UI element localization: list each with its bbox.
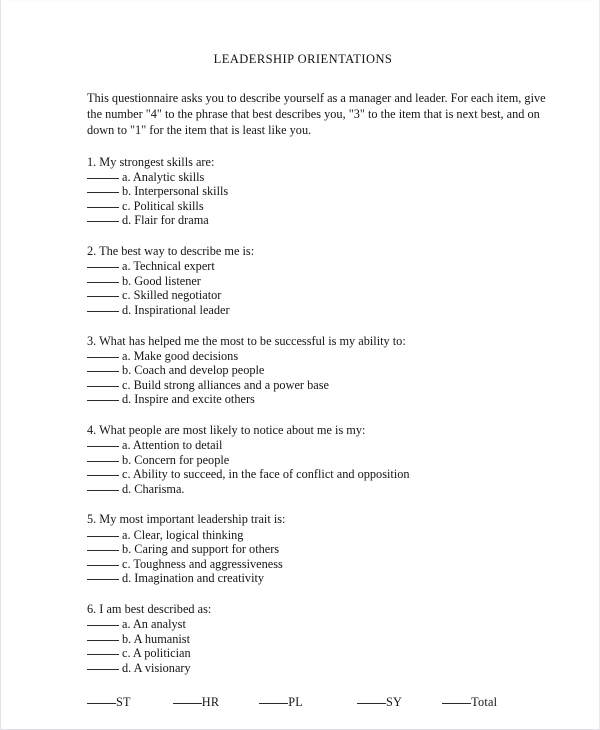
- question-block: [87, 334, 591, 407]
- option-row[interactable]: [87, 303, 591, 318]
- question-prompt: 1. My strongest skills are:: [87, 154, 215, 169]
- answer-blank[interactable]: [87, 475, 119, 476]
- option-label: a. Technical expert: [122, 259, 215, 274]
- question-options: [87, 170, 591, 228]
- option-label: d. Inspirational leader: [122, 302, 230, 317]
- answer-blank[interactable]: [87, 311, 119, 312]
- answer-blank[interactable]: [87, 296, 119, 297]
- answer-blank[interactable]: [87, 461, 119, 462]
- score-cell-sy[interactable]: [357, 695, 402, 710]
- answer-blank[interactable]: [87, 625, 119, 626]
- question-prompt: 5. My most important leadership trait is:: [87, 512, 286, 527]
- option-row[interactable]: [87, 349, 591, 364]
- score-cell-pl[interactable]: [259, 695, 303, 710]
- option-label: b. Coach and develop people: [122, 363, 265, 378]
- option-label: a. Clear, logical thinking: [122, 527, 244, 542]
- score-cell-total[interactable]: [442, 695, 497, 710]
- option-row[interactable]: [87, 617, 591, 632]
- option-label: d. Flair for drama: [122, 213, 209, 228]
- option-row[interactable]: [87, 378, 591, 393]
- score-blank[interactable]: [87, 703, 116, 704]
- option-label: b. A humanist: [122, 631, 190, 646]
- question-block: [87, 155, 591, 228]
- score-cell-hr[interactable]: [173, 695, 219, 710]
- option-label: c. Build strong alliances and a power base: [122, 377, 329, 392]
- question-block: [87, 512, 591, 585]
- answer-blank[interactable]: [87, 565, 119, 566]
- option-row[interactable]: [87, 453, 591, 468]
- question-prompt: 2. The best way to describe me is:: [87, 244, 255, 259]
- answer-blank[interactable]: [87, 371, 119, 372]
- score-blank[interactable]: [173, 703, 202, 704]
- option-label: a. Attention to detail: [122, 438, 223, 453]
- option-row[interactable]: [87, 274, 591, 289]
- answer-blank[interactable]: [87, 357, 119, 358]
- question-block: [87, 423, 591, 496]
- option-row[interactable]: [87, 528, 591, 543]
- option-label: d. Imagination and creativity: [122, 571, 265, 586]
- answer-blank[interactable]: [87, 446, 119, 447]
- option-row[interactable]: [87, 482, 591, 497]
- score-label: SY: [386, 695, 403, 710]
- question-options: [87, 438, 591, 496]
- option-row[interactable]: [87, 170, 591, 185]
- option-row[interactable]: [87, 184, 591, 199]
- answer-blank[interactable]: [87, 669, 119, 670]
- question-prompt: 6. I am best described as:: [87, 601, 212, 616]
- answer-blank[interactable]: [87, 579, 119, 580]
- answer-blank[interactable]: [87, 400, 119, 401]
- score-label: HR: [201, 695, 220, 710]
- answer-blank[interactable]: [87, 221, 119, 222]
- question-block: [87, 602, 591, 675]
- option-row[interactable]: [87, 438, 591, 453]
- option-row[interactable]: [87, 363, 591, 378]
- document-sheet: [1, 1, 599, 729]
- option-label: b. Good listener: [122, 273, 201, 288]
- answer-blank[interactable]: [87, 282, 119, 283]
- option-row[interactable]: [87, 392, 591, 407]
- option-row[interactable]: [87, 661, 591, 676]
- answer-blank[interactable]: [87, 640, 119, 641]
- answer-blank[interactable]: [87, 178, 119, 179]
- option-label: a. An analyst: [122, 617, 186, 632]
- option-row[interactable]: [87, 213, 591, 228]
- option-label: c. Toughness and aggressiveness: [122, 556, 283, 571]
- option-row[interactable]: [87, 632, 591, 647]
- option-row[interactable]: [87, 542, 591, 557]
- option-row[interactable]: [87, 467, 591, 482]
- option-label: a. Make good decisions: [122, 348, 239, 363]
- option-label: c. Political skills: [122, 198, 204, 213]
- answer-blank[interactable]: [87, 386, 119, 387]
- option-label: c. A politician: [122, 646, 191, 661]
- option-label: d. Inspire and excite others: [122, 392, 255, 407]
- option-label: c. Ability to succeed, in the face of conflict and opposition: [122, 467, 410, 482]
- option-row[interactable]: [87, 571, 591, 586]
- answer-blank[interactable]: [87, 192, 119, 193]
- option-row[interactable]: [87, 259, 591, 274]
- answer-blank[interactable]: [87, 654, 119, 655]
- score-blank[interactable]: [259, 703, 288, 704]
- score-blank[interactable]: [357, 703, 386, 704]
- question-prompt: 3. What has helped me the most to be successful is my ability to:: [87, 333, 406, 348]
- answer-blank[interactable]: [87, 207, 119, 208]
- option-row[interactable]: [87, 646, 591, 661]
- option-label: d. A visionary: [122, 660, 191, 675]
- question-options: [87, 528, 591, 586]
- score-cell-st[interactable]: [87, 695, 131, 710]
- question-options: [87, 617, 591, 675]
- page-title: LEADERSHIP ORIENTATIONS: [213, 52, 393, 66]
- answer-blank[interactable]: [87, 267, 119, 268]
- option-label: b. Concern for people: [122, 452, 230, 467]
- question-options: [87, 349, 591, 407]
- answer-blank[interactable]: [87, 536, 119, 537]
- score-summary-row: [9, 675, 591, 710]
- option-label: c. Skilled negotiator: [122, 288, 222, 303]
- questions-list: [9, 139, 591, 676]
- option-row[interactable]: [87, 288, 591, 303]
- option-row[interactable]: [87, 199, 591, 214]
- question-prompt: 4. What people are most likely to notice about me is my:: [87, 423, 366, 438]
- score-blank[interactable]: [442, 703, 471, 704]
- option-row[interactable]: [87, 557, 591, 572]
- question-options: [87, 259, 591, 317]
- question-block: [87, 244, 591, 317]
- score-label: ST: [116, 695, 131, 710]
- option-label: a. Analytic skills: [122, 169, 205, 184]
- score-label: Total: [471, 695, 498, 710]
- answer-blank[interactable]: [87, 490, 119, 491]
- option-label: b. Caring and support for others: [122, 542, 280, 557]
- option-label: d. Charisma.: [122, 481, 185, 496]
- score-label: PL: [288, 695, 304, 710]
- intro-paragraph: This questionnaire asks you to describe yourself as a manager and leader. For each item, give the number "4" to the phrase that best describes you, "3" to the item that is next best, and on down to "1" for the item that is least like you.: [87, 91, 546, 138]
- option-label: b. Interpersonal skills: [122, 184, 229, 199]
- answer-blank[interactable]: [87, 550, 119, 551]
